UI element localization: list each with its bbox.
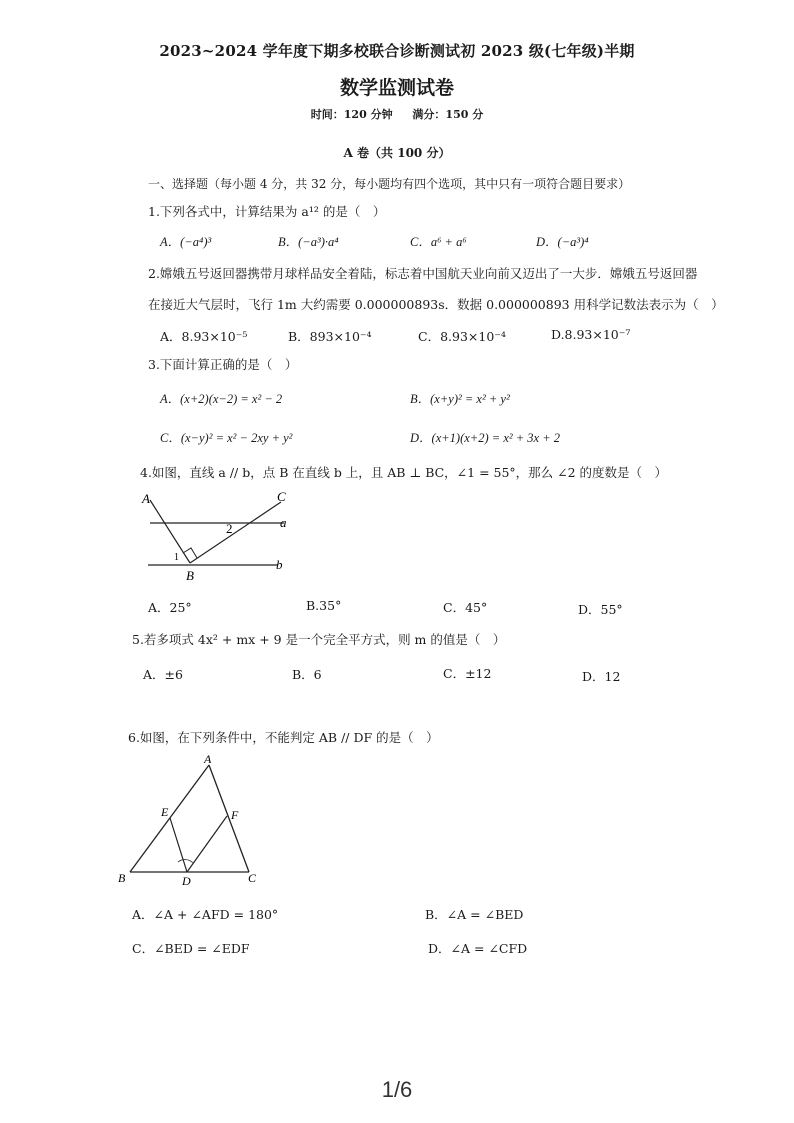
question-2-stem-line1: 2.嫦娥五号返回器携带月球样品安全着陆，标志着中国航天业向前又迈出了一大步．嫦娥五号返回器 [148, 266, 698, 281]
question-5-option-c: C．±12 [443, 666, 492, 681]
question-6-option-a: A．∠A + ∠AFD = 180° [132, 907, 279, 922]
label-c-point: C [277, 489, 286, 504]
question-3-stem: 3.下面计算正确的是（ ） [148, 357, 298, 372]
label-a-vertex: A [204, 753, 212, 766]
segment-df [187, 816, 227, 872]
exam-time: 时间：120 分钟 [310, 108, 393, 121]
section-a-title: A 卷（共 100 分） [343, 146, 451, 160]
question-1-stem: 1.下列各式中，计算结果为 a¹² 的是（ ） [148, 204, 386, 219]
question-4-option-d: D．55° [578, 602, 623, 617]
exam-meta [0, 106, 794, 122]
side-ac [209, 765, 249, 872]
question-6-option-b: B．∠A = ∠BED [425, 907, 524, 922]
question-5-option-a: A．±6 [143, 667, 183, 682]
question-6-option-d: D．∠A = ∠CFD [428, 941, 528, 956]
part1-heading: 一、选择题（每小题 4 分，共 32 分，每小题均有四个选项，其中只有一项符合题目要求） [148, 177, 631, 191]
question-6-option-c: C．∠BED = ∠EDF [132, 941, 250, 956]
question-3-option-d: D．(x+1)(x+2) = x² + 3x + 2 [410, 431, 561, 445]
question-3-option-c: C．(x−y)² = x² − 2xy + y² [160, 431, 293, 445]
question-3-option-a: A．(x+2)(x−2) = x² − 2 [160, 392, 283, 406]
question-2-option-c: C．8.93×10⁻⁴ [418, 329, 506, 344]
label-line-a: a [280, 515, 287, 530]
segment-bc [190, 502, 281, 563]
question-2-option-b: B．893×10⁻⁴ [288, 329, 372, 344]
question-1-option-c: C．a⁶ + a⁶ [410, 235, 467, 249]
question-6-stem: 6.如图，在下列条件中，不能判定 AB // DF 的是（ ） [128, 730, 439, 745]
label-angle-1: 1 [174, 552, 179, 563]
question-5-option-b: B．6 [292, 667, 322, 682]
exam-subtitle: 数学监测试卷 [339, 77, 454, 99]
question-4-option-c: C．45° [443, 600, 488, 615]
question-4-option-a: A．25° [148, 600, 192, 615]
angle-mark-d [178, 860, 193, 863]
question-4-option-b: B.35° [306, 598, 342, 613]
label-a-point: A [142, 491, 150, 506]
label-e-point: E [161, 805, 169, 819]
exam-title: 2023~2024 学年度下期多校联合诊断测试初 2023 级(七年级)半期 [159, 42, 635, 60]
question-2-stem-line2: 在接近大气层时，飞行 1m 大约需要 0.000000893s．数据 0.000000893 用科学记数法表示为（ ） [148, 297, 724, 312]
label-b-vertex: B [118, 871, 126, 885]
label-line-b: b [276, 557, 283, 572]
question-1-option-b: B．(−a³)·a⁴ [278, 235, 339, 249]
label-d-point: D [182, 874, 191, 888]
segment-ab [150, 500, 190, 563]
question-2-option-a: A．8.93×10⁻⁵ [160, 329, 248, 344]
label-f-point: F [231, 808, 239, 822]
question-3-option-b: B．(x+y)² = x² + y² [410, 392, 510, 406]
question-6-figure [114, 753, 264, 888]
label-angle-2: 2 [226, 521, 233, 536]
exam-score: 满分：150 分 [412, 108, 484, 121]
right-angle-mark [183, 548, 197, 558]
question-5-option-d: D．12 [582, 669, 621, 684]
page-number: 1/6 [381, 1077, 413, 1102]
side-ab [130, 765, 209, 872]
question-2-option-d: D.8.93×10⁻⁷ [551, 327, 631, 342]
label-c-vertex: C [248, 871, 257, 885]
question-4-figure [138, 486, 298, 586]
segment-ed [170, 818, 187, 872]
question-4-stem: 4.如图，直线 a // b，点 B 在直线 b 上，且 AB ⊥ BC，∠1 = 55°，那么 ∠2 的度数是（ ） [140, 465, 668, 480]
question-5-stem: 5.若多项式 4x² + mx + 9 是一个完全平方式，则 m 的值是（ ） [132, 632, 506, 647]
question-1-option-a: A．(−a⁴)³ [160, 235, 212, 249]
label-b-point: B [186, 568, 194, 583]
question-1-option-d: D．(−a³)⁴ [536, 235, 589, 249]
